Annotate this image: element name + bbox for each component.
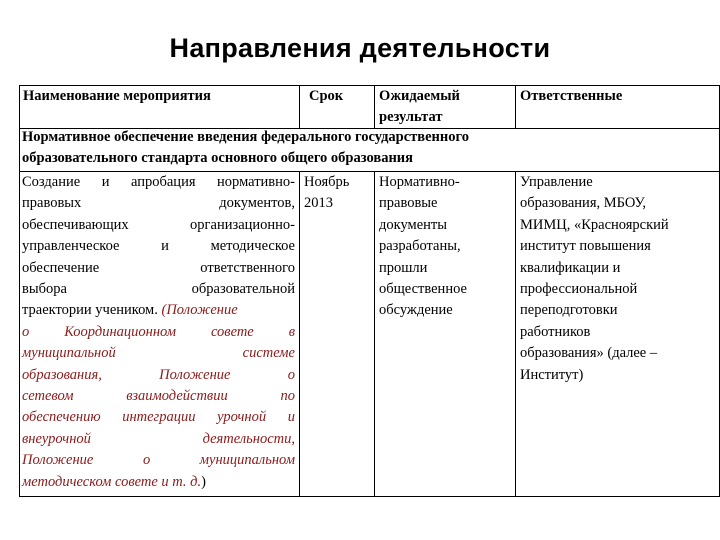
row1-responsible-line: работников	[520, 323, 591, 340]
row1-name-italic-line: образования, Положение о	[22, 366, 295, 383]
col-divider-1-header	[299, 86, 300, 128]
row1-term-cell	[304, 172, 372, 215]
section-row-line1: Нормативное обеспечение введения федерального государственного	[22, 129, 469, 145]
row1-responsible-line: квалификации и	[520, 259, 621, 276]
row1-result-line: Нормативно-	[379, 174, 460, 190]
activities-table	[19, 85, 720, 497]
slide-title: Направления деятельности	[169, 33, 551, 63]
row1-result-line: разработаны,	[379, 238, 461, 255]
row1-name-italic-line: обеспечению интеграции урочной и	[22, 409, 295, 426]
row1-responsible-line: образования, МБОУ,	[520, 195, 647, 212]
row1-name-italic-line: Положение о муниципальном	[22, 452, 295, 469]
table-border-left	[19, 86, 20, 496]
row1-name-end: )	[201, 473, 206, 490]
row1-name-line: выбора образовательной	[22, 281, 295, 298]
header-result-line1: Ожидаемый	[379, 88, 460, 104]
section-row-line2: образовательного стандарта основного общего образования	[22, 150, 414, 167]
row1-result-cell	[379, 172, 513, 322]
row1-name-line-mixed	[22, 300, 295, 321]
col-divider-1	[299, 171, 300, 496]
col-divider-3	[515, 171, 516, 496]
row1-name-plain-end: траектории учеником.	[22, 302, 158, 319]
row1-responsible-line: Управление	[520, 174, 593, 190]
row1-name-italic-line: сетевом взаимодействии по	[22, 388, 295, 405]
row1-name-line: правовых документов,	[22, 195, 295, 212]
row1-result-line: обсуждение	[379, 302, 453, 319]
header-result-line2: результат	[379, 109, 443, 126]
header-name: Наименование мероприятия	[23, 88, 211, 104]
row1-name-line: обеспечение ответственного	[22, 259, 295, 276]
row1-name-italic-line: внеурочной деятельности,	[22, 430, 295, 447]
header-term: Срок	[309, 88, 344, 104]
header-responsible: Ответственные	[520, 88, 623, 104]
row1-name-line: Создание и апробация нормативно-	[22, 174, 295, 190]
row1-name-line: обеспечивающих организационно-	[22, 216, 295, 233]
row1-term-line1: Ноябрь	[304, 174, 350, 190]
row1-name-line: управленческое и методическое	[22, 238, 295, 255]
row1-responsible-line: переподготовки	[520, 302, 618, 319]
col-divider-2	[374, 171, 375, 496]
section-row	[22, 127, 702, 170]
row1-responsible-line: МИМЦ, «Красноярский	[520, 216, 669, 233]
row1-result-line: документы	[379, 216, 447, 233]
row1-responsible-line: профессиональной	[520, 281, 638, 298]
row1-responsible-line: образования» (далее –	[520, 345, 658, 362]
row1-name-italic-line: муниципальной системе	[22, 345, 295, 362]
col-divider-2-header	[374, 86, 375, 128]
row1-name-italic-last: методическом совете и т. д.	[22, 473, 202, 490]
row1-name-last-line	[22, 472, 295, 493]
row1-result-line: прошли	[379, 259, 428, 276]
row1-name-cell	[22, 172, 295, 493]
row1-responsible-line: институт повышения	[520, 238, 651, 255]
header-result	[379, 86, 511, 129]
col-divider-3-header	[515, 86, 516, 128]
row1-responsible-cell	[520, 172, 716, 386]
row1-name-italic-line: о Координационном совете в	[22, 323, 295, 340]
row1-name-italic-start: (Положение	[157, 302, 238, 319]
row1-result-line: общественное	[379, 281, 467, 298]
row1-result-line: правовые	[379, 195, 438, 212]
row1-responsible-line: Институт)	[520, 366, 584, 383]
row1-term-line2: 2013	[304, 195, 333, 212]
